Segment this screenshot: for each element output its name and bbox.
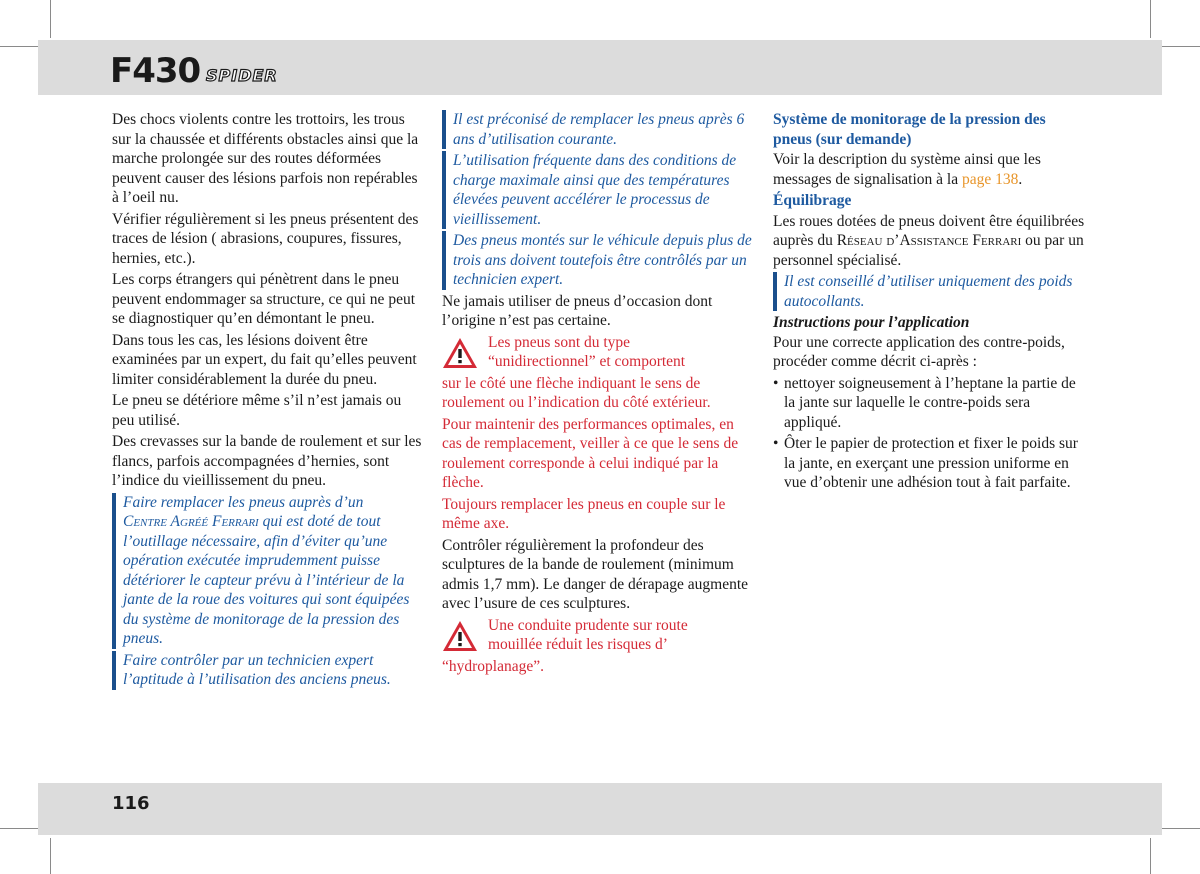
note-old-tyres: Faire contrôler par un technicien expert l’aptitude à l’utilisation des anciens pneus.: [112, 651, 422, 690]
paragraph-text: ou par un personnel spécialisé.: [773, 232, 1084, 269]
warning-line: “unidirectionnel” et comportent: [488, 353, 686, 370]
note-adhesive-weights: Il est conseillé d’utiliser uniquement des poids autocollants.: [773, 272, 1085, 311]
instruction-list: [773, 374, 1085, 493]
warning-triangle-icon: [442, 337, 478, 369]
crop-mark: [0, 828, 38, 829]
warning-paragraph: Pour maintenir des performances optimales, en cas de remplacement, veiller à ce que le sens de roulement corresponde à celui indiqué par la flèche.: [442, 415, 739, 491]
note-text: Faire remplacer les pneus auprès d’un: [123, 493, 364, 511]
note-six-years: Il est préconisé de remplacer les pneus après 6 ans d’utilisation courante.: [442, 110, 754, 149]
column-left: [112, 110, 422, 692]
paragraph: Ne jamais utiliser de pneus d’occasion dont l’origine n’est pas certaine.: [442, 292, 713, 329]
warning-text: “hydroplanage”.: [442, 657, 544, 675]
warning-text: [442, 333, 754, 372]
paragraph: Le pneu se détériore même s’il n’est jamais ou peu utilisé.: [112, 392, 402, 429]
footer-band: [38, 783, 1162, 835]
warning-text: sur le côté une flèche indiquant le sens de roulement ou l’indication du côté extérieur.: [442, 374, 711, 411]
column-middle: [442, 110, 754, 678]
warning-hydroplaning: [442, 616, 754, 677]
page-reference-link[interactable]: page 138: [961, 170, 1019, 188]
section-title-pressure-monitoring: Système de monitorage de la pression des pneus (sur demande): [773, 111, 1046, 148]
warning-line: Les pneus sont du type: [488, 333, 631, 351]
paragraph: Dans tous les cas, les lésions doivent être examinées par un expert, du fait qu’elles peuvent limiter considérablement la durée du pneu.: [112, 331, 417, 388]
warning-unidirectional: [442, 333, 754, 413]
logo-main-text: F430: [110, 51, 201, 91]
centre-agree-ferrari: Centre Agréé Ferrari: [123, 513, 259, 530]
crop-mark: [50, 838, 51, 874]
crop-mark: [0, 46, 38, 47]
column-right: [773, 110, 1085, 495]
note-heavy-load: L’utilisation fréquente dans des conditions de charge maximale ainsi que des températures élevées peuvent accélérer le processus de vieillissement.: [442, 151, 754, 229]
list-item: • Ôter le papier de protection et fixer le poids sur la jante, en exerçant une pression uniforme en vue d’obtenir une adhésion tout à fait parfaite.: [773, 434, 1085, 493]
paragraph-text: Les roues dotées de pneus doivent être équilibrées auprès du: [773, 212, 1085, 249]
crop-mark: [1150, 838, 1151, 874]
paragraph-text: Voir la description du système ainsi que les messages de signalisation à la: [773, 151, 1041, 188]
subtitle-instructions: Instructions pour l’application: [773, 314, 970, 331]
crop-mark: [50, 0, 51, 38]
warning-line: Une conduite prudente sur route: [488, 616, 688, 634]
paragraph: [773, 150, 1085, 189]
crop-mark: [1162, 46, 1200, 47]
paragraph: Contrôler régulièrement la profondeur des sculptures de la bande de roulement (minimum admis 1,7 mm). Le danger de dérapage augmente avec l’usure de ces sculptures.: [442, 536, 749, 612]
paragraph: Vérifier régulièrement si les pneus présentent des traces de lésion ( abrasions, coupures, fissures, hernies, etc.).: [112, 210, 419, 267]
warning-paragraph: Toujours remplacer les pneus en couple sur le même axe.: [442, 495, 726, 532]
paragraph-text: .: [1018, 170, 1023, 188]
crop-mark: [1162, 828, 1200, 829]
warning-text: [442, 616, 754, 655]
note-replace-tyres: [112, 493, 422, 649]
paragraph: Pour une correcte application des contre-poids, procéder comme décrit ci-après :: [773, 333, 1065, 370]
warning-triangle-icon: [442, 620, 478, 652]
reseau-assistance-ferrari: Réseau d’Assistance Ferrari: [836, 232, 1022, 249]
paragraph: Des crevasses sur la bande de roulement et sur les flancs, parfois accompagnées d’hernies, sont l’indice du vieillissement du pneu.: [112, 433, 422, 489]
paragraph: Les corps étrangers qui pénètrent dans le pneu peuvent endommager sa structure, ce qui ne peut se diagnostiquer qu’en démontant le pneu.: [112, 271, 415, 327]
page-number: 116: [112, 793, 150, 814]
note-text: qui est doté de tout l’outillage nécessaire, afin d’éviter qu’une opération exécutée imprudemment puisse détériorer le capteur prévu à l’intérieur de la jante de la roue des voitures qui sont équipées du système de monitorage de la pression des pneus.: [123, 513, 410, 647]
section-title-balancing: Équilibrage: [773, 192, 852, 209]
paragraph: Des chocs violents contre les trottoirs, les trous sur la chaussée et différents obstacles ainsi que la marche prolongée sur des routes déformées peuvent causer des lésions parfois non repérables à l’oeil nu.: [112, 111, 419, 206]
warning-line: mouillée réduit les risques d’: [488, 636, 668, 653]
note-three-years: Des pneus montés sur le véhicule depuis plus de trois ans doivent toutefois être contrôlés par un technicien expert.: [442, 231, 754, 290]
crop-mark: [1150, 0, 1151, 38]
logo-sub-text: SPIDER: [206, 66, 278, 85]
paragraph: [773, 212, 1085, 271]
list-item: • nettoyer soigneusement à l’heptane la partie de la jante sur laquelle le contre-poids sera appliqué.: [773, 374, 1085, 433]
